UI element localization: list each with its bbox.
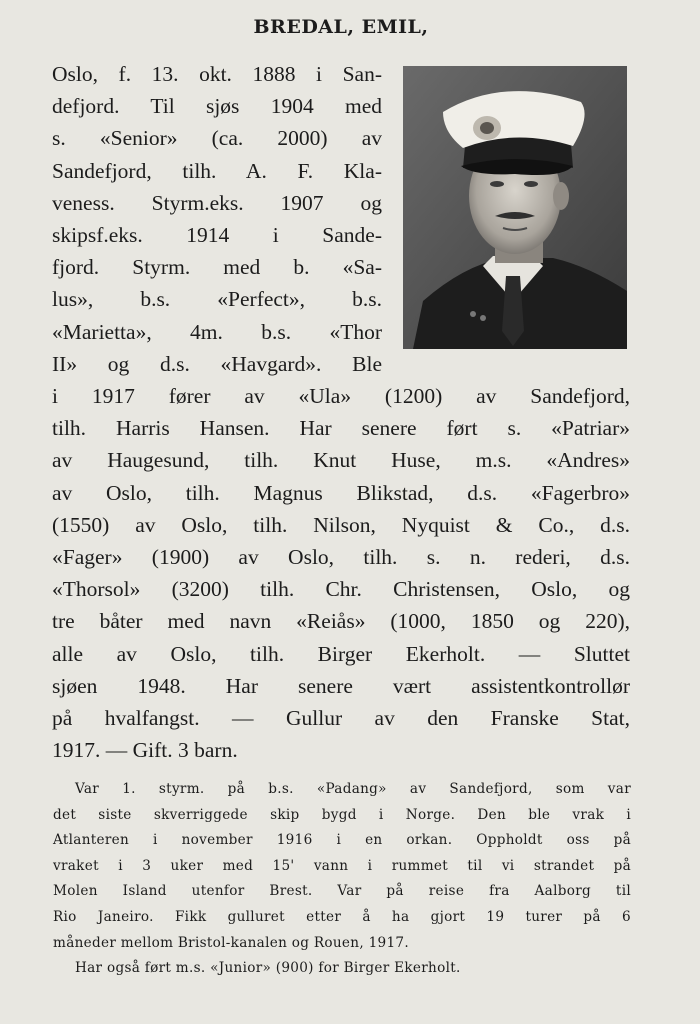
biography-text — [52, 58, 632, 766]
biography-line: på hvalfangst. — Gullur av den Franske Stat, — [52, 706, 630, 731]
note-line: Rio Janeiro. Fikk gulluret etter å ha gjort 19 turer på 6 — [53, 908, 631, 925]
note-line: Har også ført m.s. «Junior» (900) for Birger Ekerholt. — [75, 960, 461, 977]
note-line: Molen Island utenfor Brest. Var på reise fra Aalborg til — [53, 883, 631, 900]
biography-line: «Marietta», 4m. b.s. «Thor — [52, 319, 382, 344]
biography-line: i 1917 fører av «Ula» (1200) av Sandefjord, — [52, 384, 630, 409]
biography-line: lus», b.s. «Perfect», b.s. — [52, 287, 382, 312]
biography-line: «Fager» (1900) av Oslo, tilh. s. n. rederi, d.s. — [52, 545, 630, 570]
biography-line: defjord. Til sjøs 1904 med — [52, 94, 382, 119]
biography-line: av Haugesund, tilh. Knut Huse, m.s. «Andres» — [52, 448, 630, 473]
biography-line: 1917. — Gift. 3 barn. — [52, 738, 238, 763]
note-line: vraket i 3 uker med 15' vann i rummet til vi strandet på — [53, 857, 631, 874]
note-line: Var 1. styrm. på b.s. «Padang» av Sandefjord, som var — [75, 781, 631, 797]
biography-line: skipsf.eks. 1914 i Sande- — [52, 223, 382, 248]
biography-line: Oslo, f. 13. okt. 1888 i San- — [52, 62, 382, 86]
biography-line: (1550) av Oslo, tilh. Nilson, Nyquist & Co., d.s. — [52, 512, 630, 537]
biography-line: fjord. Styrm. med b. «Sa- — [52, 255, 382, 280]
biography-line: «Thorsol» (3200) tilh. Chr. Christensen, Oslo, og — [52, 577, 630, 602]
biography-line: s. «Senior» (ca. 2000) av — [52, 126, 382, 151]
biography-line: alle av Oslo, tilh. Birger Ekerholt. — Sluttet — [52, 641, 630, 666]
biography-line: Sandefjord, tilh. A. F. Kla- — [52, 158, 382, 183]
biography-line: av Oslo, tilh. Magnus Blikstad, d.s. «Fagerbro» — [52, 480, 630, 505]
note-line: det siste skverriggede skip bygd i Norge. Den ble vrak i — [53, 806, 631, 823]
note-line: måneder mellom Bristol-kanalen og Rouen, 1917. — [53, 934, 409, 951]
biography-line: sjøen 1948. Har senere vært assistentkontrollør — [52, 673, 630, 698]
entry-heading: BREDAL, EMIL, — [253, 16, 429, 38]
biography-line: tilh. Harris Hansen. Har senere ført s. «Patriar» — [52, 416, 630, 441]
biography-line: tre båter med navn «Reiås» (1000, 1850 og 220), — [52, 609, 630, 634]
note-line: Atlanteren i november 1916 i en orkan. Oppholdt oss på — [53, 832, 631, 849]
biography-line: veness. Styrm.eks. 1907 og — [52, 190, 382, 215]
personal-note — [53, 777, 631, 982]
biography-line: II» og d.s. «Havgard». Ble — [52, 351, 382, 376]
